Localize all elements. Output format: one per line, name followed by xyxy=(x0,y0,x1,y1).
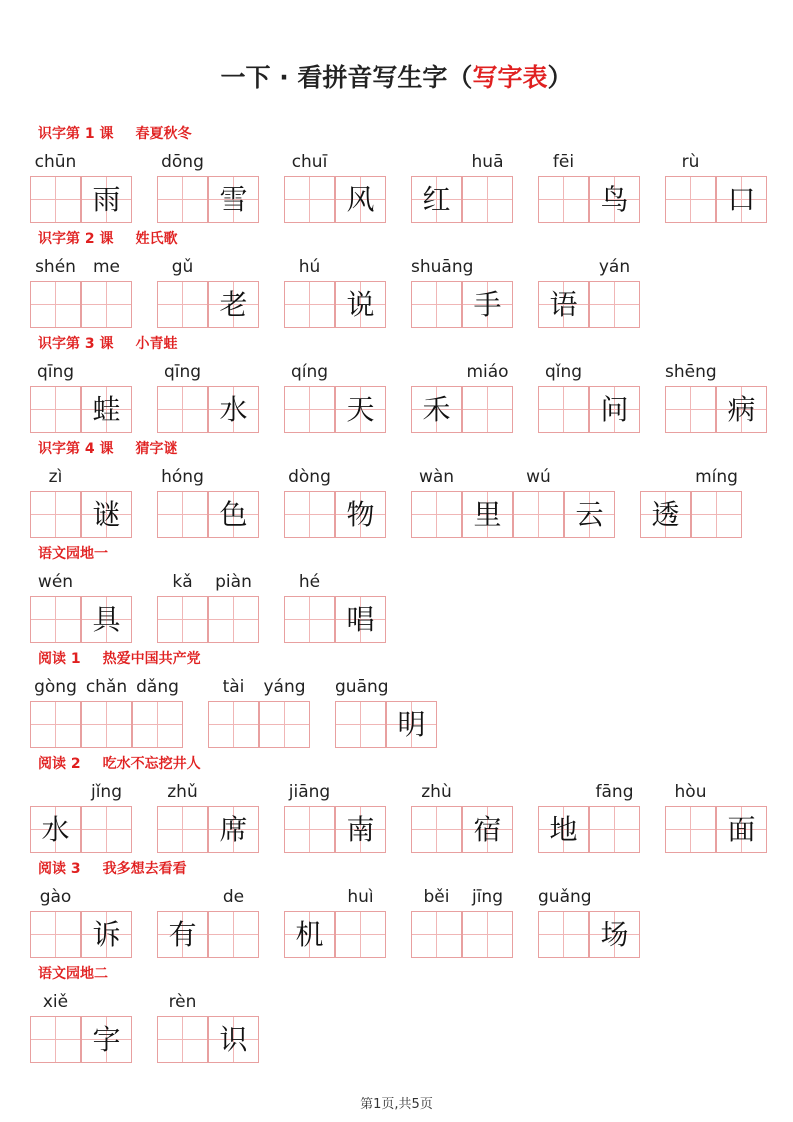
writing-cell[interactable] xyxy=(335,281,386,328)
pinyin-label: fāng xyxy=(595,782,634,802)
hanzi-char: 老 xyxy=(219,288,248,321)
title-highlight: 写字表 xyxy=(472,63,548,92)
pinyin-label: tài xyxy=(222,677,245,697)
pinyin-label: dòng xyxy=(288,467,331,487)
hanzi-char: 口 xyxy=(727,183,756,216)
writing-cell[interactable] xyxy=(208,806,259,853)
writing-cell[interactable] xyxy=(640,491,691,538)
hanzi-char: 席 xyxy=(219,813,248,846)
hanzi-char: 唱 xyxy=(346,603,375,636)
hanzi-char xyxy=(666,807,715,852)
hanzi-char xyxy=(412,282,461,327)
hanzi-char xyxy=(209,702,258,747)
hanzi-char xyxy=(412,912,461,957)
writing-cell[interactable] xyxy=(208,491,259,538)
pinyin-label: chuī xyxy=(291,152,328,172)
title-end: ） xyxy=(547,63,573,92)
hanzi-char: 说 xyxy=(346,288,375,321)
pinyin-label: guāng xyxy=(335,677,389,697)
hanzi-char xyxy=(285,597,334,642)
writing-cell[interactable] xyxy=(81,386,132,433)
lesson-name: 我多想去看看 xyxy=(102,861,187,877)
writing-cell[interactable] xyxy=(335,596,386,643)
hanzi-char: 蛙 xyxy=(92,393,121,426)
writing-cell[interactable] xyxy=(411,911,462,958)
writing-cell[interactable] xyxy=(81,491,132,538)
hanzi-char xyxy=(82,807,131,852)
writing-cell[interactable] xyxy=(284,596,335,643)
writing-cell[interactable] xyxy=(157,491,208,538)
pinyin-label: yán xyxy=(598,257,631,277)
pinyin-label: qīng xyxy=(36,362,75,382)
pinyin-label: zì xyxy=(48,467,63,487)
lesson-number: 阅读 2 xyxy=(38,756,81,772)
pinyin-label: hòu xyxy=(674,782,707,802)
pinyin-label: qíng xyxy=(290,362,329,382)
writing-cell[interactable] xyxy=(716,806,767,853)
writing-cell[interactable] xyxy=(208,596,259,643)
hanzi-char xyxy=(31,597,80,642)
writing-cell[interactable] xyxy=(157,596,208,643)
lesson-label xyxy=(38,438,178,458)
pinyin-label: qīng xyxy=(163,362,202,382)
pinyin-label: wú xyxy=(526,467,551,487)
hanzi-char: 语 xyxy=(549,288,578,321)
writing-cell[interactable] xyxy=(208,386,259,433)
writing-cell[interactable] xyxy=(30,701,81,748)
pinyin-label: fēi xyxy=(552,152,575,172)
writing-cell[interactable] xyxy=(691,491,742,538)
writing-cell[interactable] xyxy=(81,806,132,853)
hanzi-char: 里 xyxy=(473,498,502,531)
writing-cell[interactable] xyxy=(411,386,462,433)
hanzi-char xyxy=(590,807,639,852)
hanzi-char xyxy=(514,492,563,537)
writing-cell[interactable] xyxy=(411,806,462,853)
hanzi-char: 宿 xyxy=(473,813,502,846)
pinyin-label: huì xyxy=(347,887,374,907)
pinyin-label: jīng xyxy=(471,887,503,907)
pinyin-label: shén xyxy=(35,257,76,277)
writing-cell[interactable] xyxy=(157,1016,208,1063)
lesson-name: 猜字谜 xyxy=(135,441,178,457)
hanzi-char xyxy=(285,807,334,852)
hanzi-char xyxy=(539,912,588,957)
hanzi-char xyxy=(31,282,80,327)
writing-cell[interactable] xyxy=(208,281,259,328)
hanzi-char: 鸟 xyxy=(600,183,629,216)
writing-cell[interactable] xyxy=(335,701,386,748)
hanzi-char: 色 xyxy=(219,498,248,531)
writing-cell[interactable] xyxy=(665,386,716,433)
hanzi-char: 物 xyxy=(346,498,375,531)
hanzi-char xyxy=(31,177,80,222)
pinyin-label: dǎng xyxy=(136,677,179,697)
writing-cell[interactable] xyxy=(665,176,716,223)
writing-cell[interactable] xyxy=(538,281,589,328)
hanzi-char: 风 xyxy=(346,183,375,216)
writing-cell[interactable] xyxy=(30,1016,81,1063)
hanzi-char xyxy=(412,492,461,537)
pinyin-label: rù xyxy=(681,152,700,172)
lesson-number: 阅读 3 xyxy=(38,861,81,877)
writing-cell[interactable] xyxy=(157,281,208,328)
pinyin-label: zhù xyxy=(421,782,452,802)
writing-cell[interactable] xyxy=(462,176,513,223)
hanzi-char: 禾 xyxy=(422,393,451,426)
writing-cell[interactable] xyxy=(589,806,640,853)
writing-cell[interactable] xyxy=(284,386,335,433)
pinyin-label: zhǔ xyxy=(167,782,198,802)
writing-cell[interactable] xyxy=(335,806,386,853)
writing-cell[interactable] xyxy=(665,806,716,853)
hanzi-char: 红 xyxy=(422,183,451,216)
writing-cell[interactable] xyxy=(208,701,259,748)
writing-cell[interactable] xyxy=(30,491,81,538)
writing-cell[interactable] xyxy=(462,911,513,958)
writing-cell[interactable] xyxy=(259,701,310,748)
lesson-name: 姓氏歌 xyxy=(135,231,178,247)
writing-cell[interactable] xyxy=(208,1016,259,1063)
hanzi-char xyxy=(463,177,512,222)
lesson-number: 识字第 2 课 xyxy=(38,231,114,247)
pinyin-label: chūn xyxy=(34,152,77,172)
hanzi-char xyxy=(463,912,512,957)
hanzi-char xyxy=(336,702,385,747)
writing-cell[interactable] xyxy=(386,701,437,748)
writing-cell[interactable] xyxy=(81,701,132,748)
writing-cell[interactable] xyxy=(538,911,589,958)
hanzi-char xyxy=(158,177,207,222)
writing-cell[interactable] xyxy=(411,281,462,328)
writing-cell[interactable] xyxy=(81,1016,132,1063)
lesson-label xyxy=(38,543,108,563)
hanzi-char xyxy=(285,492,334,537)
writing-cell[interactable] xyxy=(132,701,183,748)
page-footer: 第1页,共5页 xyxy=(360,1097,433,1112)
writing-cell[interactable] xyxy=(208,911,259,958)
lesson-label xyxy=(38,228,178,248)
writing-cell[interactable] xyxy=(335,491,386,538)
lesson-label xyxy=(38,648,201,668)
hanzi-char xyxy=(82,282,131,327)
hanzi-char xyxy=(209,597,258,642)
pinyin-label: jǐng xyxy=(90,782,122,802)
hanzi-char xyxy=(133,702,182,747)
writing-cell[interactable] xyxy=(81,596,132,643)
lesson-number: 识字第 1 课 xyxy=(38,126,114,142)
hanzi-char xyxy=(158,1017,207,1062)
pinyin-label: yáng xyxy=(263,677,306,697)
writing-cell[interactable] xyxy=(335,911,386,958)
pinyin-label: gǔ xyxy=(171,257,194,277)
writing-cell[interactable] xyxy=(538,806,589,853)
hanzi-char: 谜 xyxy=(92,498,121,531)
lesson-label xyxy=(38,753,201,773)
hanzi-char: 字 xyxy=(92,1023,121,1056)
writing-cell[interactable] xyxy=(284,491,335,538)
writing-cell[interactable] xyxy=(284,281,335,328)
hanzi-char xyxy=(692,492,741,537)
hanzi-char: 识 xyxy=(219,1023,248,1056)
lesson-label xyxy=(38,858,187,878)
lesson-number: 识字第 4 课 xyxy=(38,441,114,457)
writing-cell[interactable] xyxy=(30,806,81,853)
pinyin-label: miáo xyxy=(466,362,509,382)
hanzi-char: 具 xyxy=(92,603,121,636)
hanzi-char xyxy=(463,387,512,432)
writing-cell[interactable] xyxy=(411,491,462,538)
pinyin-label: me xyxy=(92,257,121,277)
pinyin-label: dōng xyxy=(161,152,204,172)
writing-cell[interactable] xyxy=(716,386,767,433)
hanzi-char xyxy=(158,597,207,642)
hanzi-char: 面 xyxy=(727,813,756,846)
hanzi-char xyxy=(31,492,80,537)
hanzi-char: 诉 xyxy=(92,918,121,951)
writing-cell[interactable] xyxy=(462,806,513,853)
hanzi-char: 雨 xyxy=(92,183,121,216)
lesson-number: 语文园地一 xyxy=(38,546,108,562)
hanzi-char: 手 xyxy=(473,288,502,321)
hanzi-char: 天 xyxy=(346,393,375,426)
writing-cell[interactable] xyxy=(589,386,640,433)
writing-cell[interactable] xyxy=(81,911,132,958)
writing-cell[interactable] xyxy=(157,176,208,223)
lesson-name: 热爱中国共产党 xyxy=(102,651,201,667)
hanzi-char xyxy=(158,807,207,852)
hanzi-char xyxy=(666,387,715,432)
writing-cell[interactable] xyxy=(335,386,386,433)
pinyin-label: wén xyxy=(37,572,74,592)
pinyin-label: chǎn xyxy=(85,677,128,697)
writing-cell[interactable] xyxy=(81,176,132,223)
lesson-number: 阅读 1 xyxy=(38,651,81,667)
pinyin-label: xiě xyxy=(42,992,69,1012)
hanzi-char xyxy=(590,282,639,327)
hanzi-char: 地 xyxy=(549,813,578,846)
hanzi-char xyxy=(158,282,207,327)
writing-cell[interactable] xyxy=(513,491,564,538)
writing-cell[interactable] xyxy=(589,281,640,328)
writing-cell[interactable] xyxy=(335,176,386,223)
writing-cell[interactable] xyxy=(538,386,589,433)
writing-cell[interactable] xyxy=(284,806,335,853)
pinyin-label: běi xyxy=(423,887,450,907)
pinyin-label: rèn xyxy=(168,992,197,1012)
writing-cell[interactable] xyxy=(157,806,208,853)
writing-cell[interactable] xyxy=(462,386,513,433)
hanzi-char: 有 xyxy=(168,918,197,951)
hanzi-char xyxy=(31,387,80,432)
writing-cell[interactable] xyxy=(30,596,81,643)
hanzi-char xyxy=(158,492,207,537)
hanzi-char xyxy=(31,1017,80,1062)
lesson-label xyxy=(38,963,108,983)
pinyin-label: shēng xyxy=(665,362,717,382)
pinyin-label: hóng xyxy=(161,467,204,487)
pinyin-label: wàn xyxy=(418,467,455,487)
lesson-name: 春夏秋冬 xyxy=(135,126,192,142)
writing-cell[interactable] xyxy=(564,491,615,538)
writing-cell[interactable] xyxy=(157,386,208,433)
hanzi-char xyxy=(412,807,461,852)
pinyin-label: jiāng xyxy=(288,782,331,802)
writing-cell[interactable] xyxy=(208,176,259,223)
writing-cell[interactable] xyxy=(462,281,513,328)
hanzi-char: 问 xyxy=(600,393,629,426)
writing-cell[interactable] xyxy=(81,281,132,328)
hanzi-char xyxy=(285,177,334,222)
hanzi-char xyxy=(539,387,588,432)
pinyin-label: gòng xyxy=(34,677,77,697)
hanzi-char xyxy=(285,282,334,327)
hanzi-char: 明 xyxy=(397,708,426,741)
writing-cell[interactable] xyxy=(30,386,81,433)
writing-cell[interactable] xyxy=(716,176,767,223)
hanzi-char: 病 xyxy=(727,393,756,426)
hanzi-char xyxy=(260,702,309,747)
hanzi-char: 水 xyxy=(41,813,70,846)
pinyin-label: gào xyxy=(39,887,72,907)
hanzi-char xyxy=(31,912,80,957)
pinyin-label: qǐng xyxy=(544,362,583,382)
hanzi-char xyxy=(285,387,334,432)
hanzi-char xyxy=(539,177,588,222)
lesson-name: 吃水不忘挖井人 xyxy=(102,756,201,772)
pinyin-label: hú xyxy=(298,257,321,277)
hanzi-char: 雪 xyxy=(219,183,248,216)
lesson-label xyxy=(38,123,192,143)
hanzi-char xyxy=(336,912,385,957)
pinyin-label: huā xyxy=(471,152,504,172)
page-title xyxy=(0,58,793,94)
hanzi-char xyxy=(209,912,258,957)
hanzi-char: 场 xyxy=(600,918,629,951)
writing-cell[interactable] xyxy=(284,176,335,223)
pinyin-label: shuāng xyxy=(411,257,474,277)
writing-cell[interactable] xyxy=(589,911,640,958)
lesson-number: 识字第 3 课 xyxy=(38,336,114,352)
pinyin-label: de xyxy=(222,887,245,907)
hanzi-char xyxy=(158,387,207,432)
title-main: 一下 · 看拼音写生字（ xyxy=(220,63,473,92)
writing-cell[interactable] xyxy=(30,281,81,328)
hanzi-char: 南 xyxy=(346,813,375,846)
lesson-number: 语文园地二 xyxy=(38,966,108,982)
pinyin-label: míng xyxy=(695,467,738,487)
writing-cell[interactable] xyxy=(284,911,335,958)
hanzi-char xyxy=(31,702,80,747)
hanzi-char: 云 xyxy=(575,498,604,531)
hanzi-char: 透 xyxy=(651,498,680,531)
writing-cell[interactable] xyxy=(157,911,208,958)
writing-cell[interactable] xyxy=(411,176,462,223)
hanzi-char: 机 xyxy=(295,918,324,951)
writing-cell[interactable] xyxy=(538,176,589,223)
pinyin-label: kǎ xyxy=(172,572,193,592)
pinyin-label: guǎng xyxy=(538,887,592,907)
pinyin-label: hé xyxy=(298,572,321,592)
hanzi-char: 水 xyxy=(219,393,248,426)
hanzi-char xyxy=(82,702,131,747)
writing-cell[interactable] xyxy=(30,911,81,958)
pinyin-label: piàn xyxy=(215,572,252,592)
lesson-name: 小青蛙 xyxy=(135,336,178,352)
writing-cell[interactable] xyxy=(589,176,640,223)
writing-cell[interactable] xyxy=(462,491,513,538)
hanzi-char xyxy=(666,177,715,222)
lesson-label xyxy=(38,333,178,353)
writing-cell[interactable] xyxy=(30,176,81,223)
